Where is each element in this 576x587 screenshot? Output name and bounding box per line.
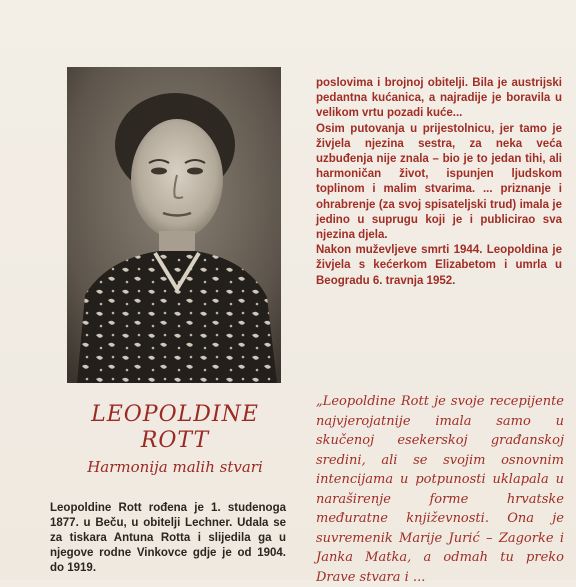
paragraph: Nakon muževljeve smrti 1944. Leopoldina je živjela s kećerkom Elizabetom i umrla u Beogradu 6. travnja 1952. (316, 244, 562, 287)
author-first-name: LEOPOLDINE (91, 402, 259, 427)
right-column-text (316, 76, 562, 289)
paragraph: Osim putovanja u prijestolnicu, jer tamo je živjela njezina sestra, za neka veća uzbuđenja nije znala – bio je to jedan tihi, ali harmoničan život, ispunjen ljudskom toplinom i malim stvarima. ... priznanje i ohrabrenje (za svoj spisateljski trud) imala je jedino u suprugu koji je i publicirao sva njezina djela. (316, 122, 562, 242)
portrait-photo (67, 67, 281, 383)
article-subtitle: Harmonija malih stvari (87, 458, 263, 476)
author-last-name: ROTT (140, 428, 210, 453)
title-block (40, 402, 310, 476)
biography-text: Leopoldine Rott rođena je 1. studenoga 1877. u Beču, u obitelji Lechner. Udala se za tiskara Antuna Rotta i slijedila ga u njegove rodne Vinkovce gdje je od 1904. do 1919. (50, 502, 286, 574)
quote-text: „Leopoldine Rott je svoje recepijente najvjerojatnije imala samo u skučenoj esekerskoj građanskoj sredini, ali se svojim osnovnim intencijama u potpunosti uklapala u naraširenje forme hrvatske međuratne književnosti. Ona je suvremenik Marije Jurić – Zagorke i Janka Matka, a odmah tu preko Drave stvara i ... (316, 394, 564, 585)
paragraph: poslovima i brojnoj obitelji. Bila je austrijski pedantna kućanica, a najradije je boravila u velikom vrtu pozadi kuće... (316, 77, 562, 120)
